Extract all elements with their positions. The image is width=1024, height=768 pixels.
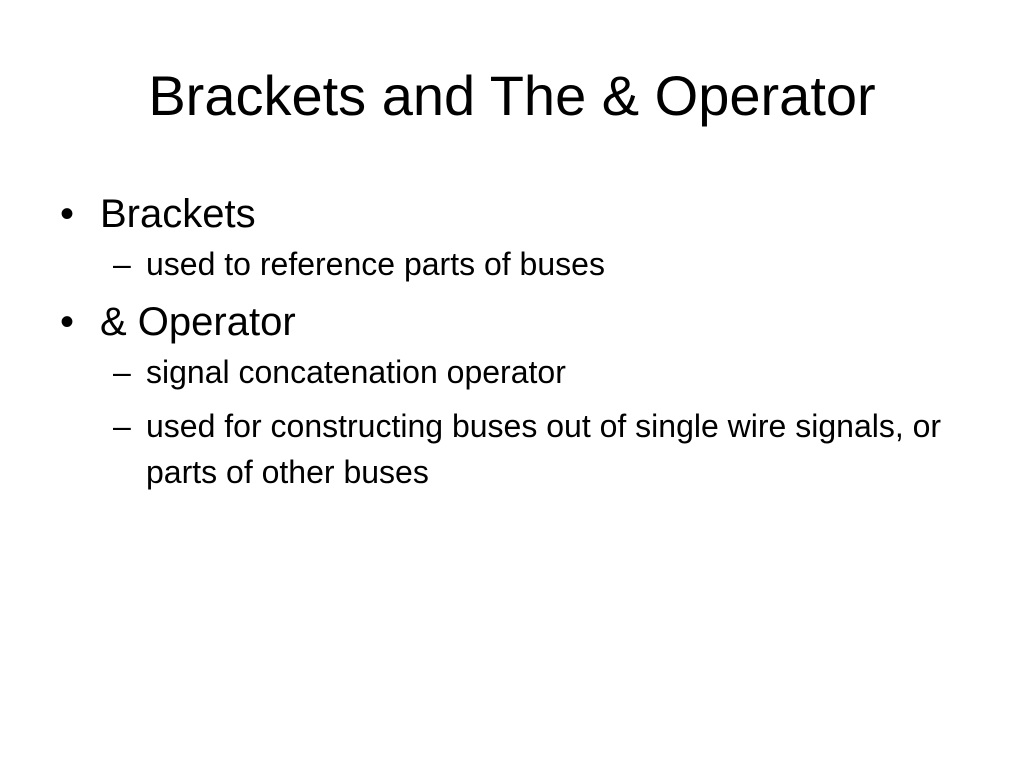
sub-bullet-item xyxy=(60,241,960,287)
sub-bullet-item xyxy=(60,403,960,495)
bullet-list xyxy=(60,187,960,503)
dash-marker: – xyxy=(113,408,131,444)
bullet-level1 xyxy=(60,295,960,349)
slide-title: Brackets and The & Operator xyxy=(148,64,876,127)
bullet-item-operator xyxy=(60,295,960,495)
sub-bullet-item xyxy=(60,349,960,395)
bullet-level1 xyxy=(60,187,960,241)
bullet-marker: • xyxy=(60,300,75,344)
dash-marker: – xyxy=(113,354,131,390)
bullet-text: Brackets xyxy=(100,192,256,236)
sub-bullet-list xyxy=(60,241,960,287)
sub-bullet-text: signal concatenation operator xyxy=(146,354,566,390)
bullet-text: & Operator xyxy=(100,300,296,344)
sub-bullet-text: used for constructing buses out of single wire signals, or parts of other buses xyxy=(146,408,942,490)
sub-bullet-list xyxy=(60,349,960,495)
bullet-marker: • xyxy=(60,192,75,236)
sub-bullet-text: used to reference parts of buses xyxy=(146,246,605,282)
bullet-item-brackets xyxy=(60,187,960,287)
dash-marker: – xyxy=(113,246,131,282)
